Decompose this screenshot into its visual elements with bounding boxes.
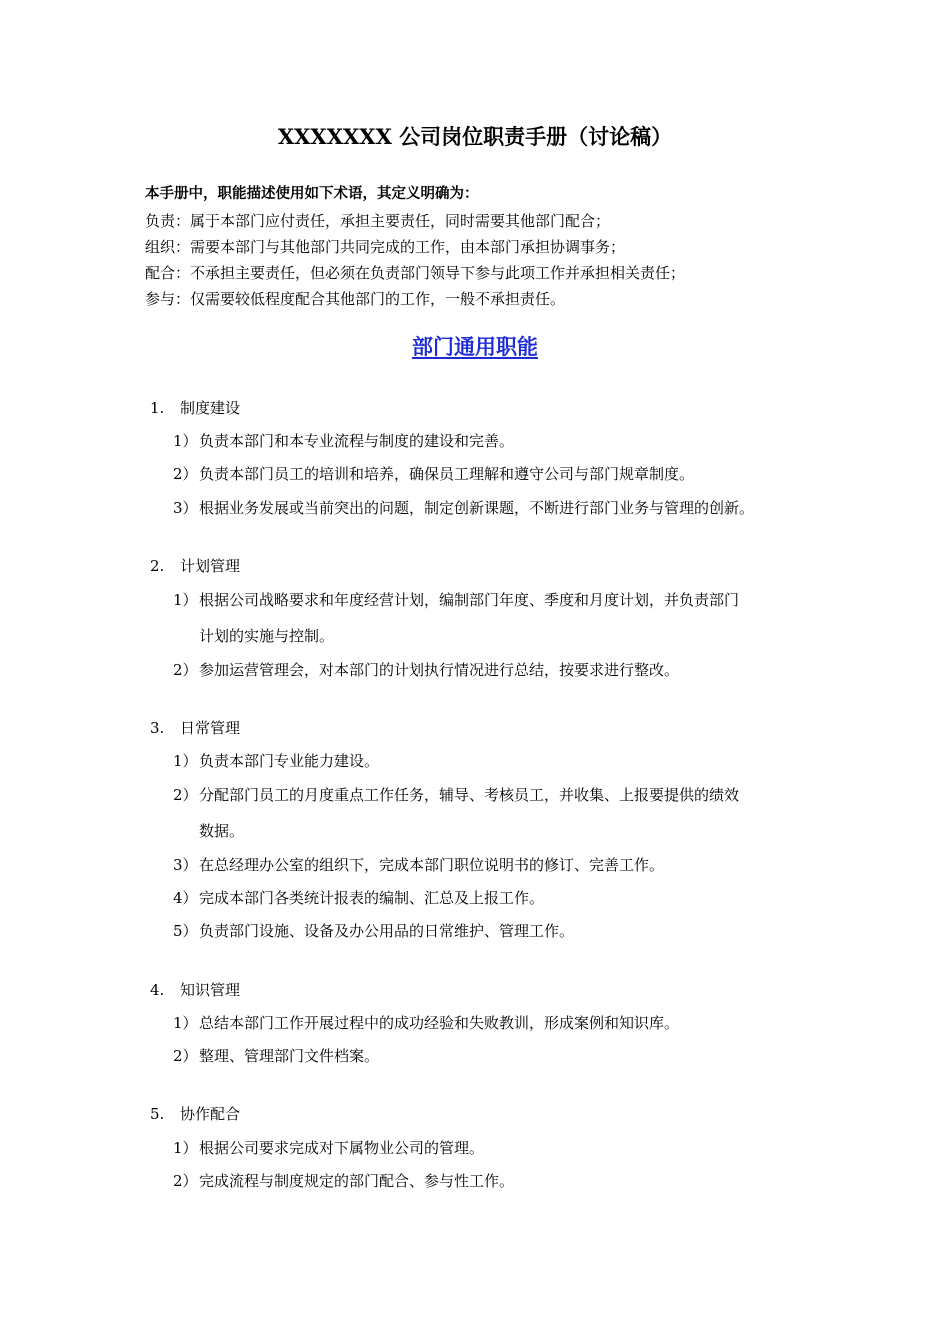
list-item: [173, 750, 379, 772]
item-number: 5）: [173, 922, 198, 940]
list-item: [173, 1012, 679, 1034]
item-text: 负责部门设施、设备及办公用品的日常维护、管理工作。: [199, 922, 575, 940]
group-number: 2.: [150, 557, 165, 575]
group-heading-plan-management: [150, 555, 240, 577]
item-text: 在总经理办公室的组织下，完成本部门职位说明书的修订、完善工作。: [199, 856, 665, 874]
item-number: 4）: [173, 889, 198, 907]
item-text: 根据公司要求完成对下属物业公司的管理。: [199, 1139, 485, 1157]
list-item: [173, 659, 679, 681]
item-text: 根据业务发展或当前突出的问题，制定创新课题，不断进行部门业务与管理的创新。: [199, 499, 755, 517]
item-text: 参加运营管理会，对本部门的计划执行情况进行总结，按要求进行整改。: [199, 661, 680, 679]
group-title: 计划管理: [180, 557, 241, 575]
item-text: 负责本部门专业能力建设。: [199, 752, 380, 770]
group-heading-knowledge-management: [150, 979, 240, 1001]
item-number: 1）: [173, 432, 198, 450]
item-text-continuation: 计划的实施与控制。: [199, 627, 335, 645]
item-text: 分配部门员工的月度重点工作任务，辅导、考核员工，并收集、上报要提供的绩效: [199, 786, 740, 804]
group-heading-collaboration: [150, 1103, 240, 1125]
list-item: [173, 1045, 379, 1067]
group-title: 知识管理: [180, 981, 241, 999]
list-item: [173, 1137, 484, 1159]
list-item: [173, 430, 514, 452]
definition-responsible: 负责：属于本部门应付责任，承担主要责任，同时需要其他部门配合；: [145, 212, 611, 230]
group-title: 协作配合: [180, 1105, 241, 1123]
list-item: [173, 497, 754, 519]
definition-participate: 参与：仅需要较低程度配合其他部门的工作，一般不承担责任。: [145, 290, 566, 308]
item-number: 2）: [173, 1047, 198, 1065]
item-number: 2）: [173, 465, 198, 483]
item-number: 3）: [173, 499, 198, 517]
list-item: [173, 854, 664, 876]
document-title: XXXXXXX 公司岗位职责手册（讨论稿）: [277, 124, 673, 149]
item-number: 1）: [173, 1139, 198, 1157]
terms-intro-heading: 本手册中，职能描述使用如下术语，其定义明确为：: [145, 186, 479, 202]
item-number: 2）: [173, 786, 198, 804]
group-number: 1.: [150, 399, 165, 417]
item-text-continuation: 数据。: [199, 822, 245, 840]
item-number: 3）: [173, 856, 198, 874]
item-text: 整理、管理部门文件档案。: [199, 1047, 380, 1065]
item-text: 完成流程与制度规定的部门配合、参与性工作。: [199, 1172, 515, 1190]
item-number: 1）: [173, 1014, 198, 1032]
item-text: 负责本部门和本专业流程与制度的建设和完善。: [199, 432, 515, 450]
definition-cooperate: 配合：不承担主要责任，但必须在负责部门领导下参与此项工作并承担相关责任；: [145, 264, 686, 282]
group-number: 5.: [150, 1105, 165, 1123]
item-number: 1）: [173, 591, 198, 609]
item-text: 负责本部门员工的培训和培养，确保员工理解和遵守公司与部门规章制度。: [199, 465, 695, 483]
section-title: [0, 331, 950, 363]
item-text: 总结本部门工作开展过程中的成功经验和失败教训，形成案例和知识库。: [199, 1014, 680, 1032]
list-item: [173, 784, 739, 806]
item-text: 完成本部门各类统计报表的编制、汇总及上报工作。: [199, 889, 545, 907]
group-title: 日常管理: [180, 719, 241, 737]
section-title-link[interactable]: 部门通用职能: [412, 335, 538, 359]
list-item: [173, 1170, 514, 1192]
group-number: 4.: [150, 981, 165, 999]
list-item: [173, 589, 739, 611]
list-item: [173, 463, 694, 485]
group-heading-system-building: [150, 397, 240, 419]
item-number: 2）: [173, 661, 198, 679]
definition-organize: 组织：需要本部门与其他部门共同完成的工作，由本部门承担协调事务；: [145, 238, 626, 256]
group-number: 3.: [150, 719, 165, 737]
group-heading-daily-management: [150, 717, 240, 739]
item-text: 根据公司战略要求和年度经营计划，编制部门年度、季度和月度计划，并负责部门: [199, 591, 740, 609]
item-number: 2）: [173, 1172, 198, 1190]
list-item: [173, 887, 544, 909]
item-number: 1）: [173, 752, 198, 770]
group-title: 制度建设: [180, 399, 241, 417]
list-item: [173, 920, 574, 942]
